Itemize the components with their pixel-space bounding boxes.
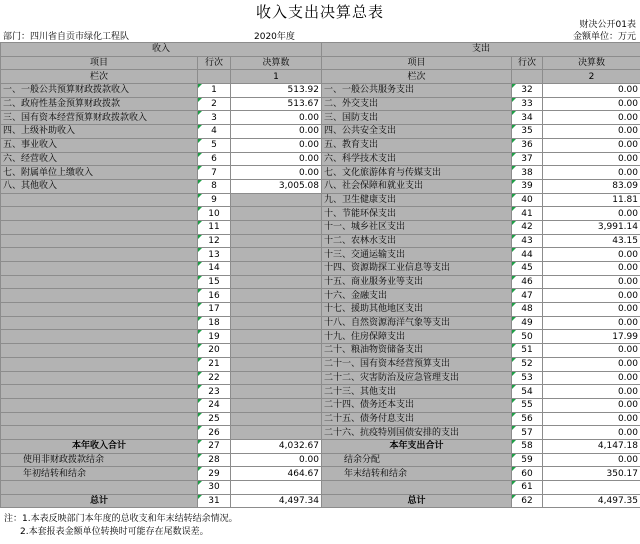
expense-row-number: 38: [512, 166, 543, 180]
income-amount-cell: [231, 344, 322, 358]
expense-row-number: 49: [512, 316, 543, 330]
expense-row-number: 48: [512, 303, 543, 317]
expense-item-cell: 十二、农林水支出: [322, 234, 512, 248]
expense-item-cell: 十一、城乡社区支出: [322, 220, 512, 234]
income-rowno-header: 行次: [198, 56, 231, 70]
expense-row-number: 62: [512, 494, 543, 508]
income-amount-cell: 3,005.08: [231, 179, 322, 193]
expense-row-number: 52: [512, 357, 543, 371]
income-row-number: 24: [198, 398, 231, 412]
income-row-number: 9: [198, 193, 231, 207]
expense-item-cell: 三、国防支出: [322, 111, 512, 125]
income-row-number: 4: [198, 125, 231, 139]
summary-row: [1, 453, 640, 467]
income-item-cell: 五、事业收入: [1, 138, 198, 152]
expense-item-cell: 二十四、债务还本支出: [322, 398, 512, 412]
expense-item-cell: 二十三、其他支出: [322, 385, 512, 399]
expense-item-cell: 十九、住房保障支出: [322, 330, 512, 344]
table-row: [1, 111, 640, 125]
income-summary-amount: 0.00: [231, 453, 322, 467]
expense-item-cell: 七、文化旅游体育与传媒支出: [322, 166, 512, 180]
expense-item-cell: 十四、资源勘探工业信息等支出: [322, 262, 512, 276]
table-row: [1, 357, 640, 371]
expense-summary-amount: 4,497.35: [543, 494, 640, 508]
expense-item-cell: 十三、交通运输支出: [322, 248, 512, 262]
expense-row-number: 57: [512, 426, 543, 440]
expense-amount-header: 决算数: [543, 56, 640, 70]
expense-row-number: 58: [512, 439, 543, 453]
income-row-number: 10: [198, 207, 231, 221]
income-row-number: 22: [198, 371, 231, 385]
income-item-cell: [1, 275, 198, 289]
income-item-cell: [1, 412, 198, 426]
expense-item-cell: 一、一般公共服务支出: [322, 84, 512, 98]
income-amount-cell: 0.00: [231, 138, 322, 152]
expense-amount-cell: 0.00: [543, 289, 640, 303]
expense-row-number: 59: [512, 453, 543, 467]
expense-row-number: 50: [512, 330, 543, 344]
income-item-cell: [1, 262, 198, 276]
income-amount-header: 决算数: [231, 56, 322, 70]
expense-amount-cell: 3,991.14: [543, 220, 640, 234]
income-item-cell: [1, 344, 198, 358]
income-item-cell: [1, 303, 198, 317]
table-row: [1, 234, 640, 248]
report-year: 2020年度: [254, 32, 295, 42]
expense-item-cell: 二十六、抗疫特别国债安排的支出: [322, 426, 512, 440]
income-section-header: 收入: [1, 43, 322, 57]
income-row-number: 11: [198, 220, 231, 234]
expense-row-number: 43: [512, 234, 543, 248]
section-header-row: [1, 43, 640, 57]
table-row: [1, 398, 640, 412]
income-summary-label: 年初结转和结余: [1, 467, 198, 481]
expense-row-number: 45: [512, 262, 543, 276]
income-item-cell: [1, 193, 198, 207]
income-row-number: 28: [198, 453, 231, 467]
table-row: [1, 179, 640, 193]
table-row: [1, 138, 640, 152]
income-item-cell: [1, 234, 198, 248]
income-row-number: 27: [198, 439, 231, 453]
income-row-number: 13: [198, 248, 231, 262]
income-item-cell: [1, 426, 198, 440]
income-item-cell: 四、上级补助收入: [1, 125, 198, 139]
expense-column-blank: [512, 70, 543, 84]
expense-row-number: 41: [512, 207, 543, 221]
table-row: [1, 125, 640, 139]
expense-amount-cell: 83.09: [543, 179, 640, 193]
income-item-cell: 二、政府性基金预算财政拨款: [1, 97, 198, 111]
expense-summary-amount: 350.17: [543, 467, 640, 481]
column-index-row: [1, 70, 640, 84]
expense-item-cell: 二十、粮油物资储备支出: [322, 344, 512, 358]
expense-summary-amount: [543, 481, 640, 495]
expense-column-label: 栏次: [322, 70, 512, 84]
income-column-blank: [198, 70, 231, 84]
footnote-2: 2.本套报表金额单位转换时可能存在尾数误差。: [20, 527, 209, 537]
expense-amount-cell: 0.00: [543, 166, 640, 180]
income-row-number: 14: [198, 262, 231, 276]
income-amount-cell: [231, 398, 322, 412]
column-header-row: [1, 56, 640, 70]
expense-amount-cell: 0.00: [543, 303, 640, 317]
expense-amount-cell: 0.00: [543, 398, 640, 412]
table-row: [1, 166, 640, 180]
expense-row-number: 46: [512, 275, 543, 289]
expense-amount-cell: 0.00: [543, 275, 640, 289]
income-row-number: 19: [198, 330, 231, 344]
table-row: [1, 262, 640, 276]
income-amount-cell: 0.00: [231, 152, 322, 166]
expense-item-cell: 十七、援助其他地区支出: [322, 303, 512, 317]
expense-amount-cell: 0.00: [543, 125, 640, 139]
expense-item-cell: 二十五、债务付息支出: [322, 412, 512, 426]
expense-summary-label: 结余分配: [322, 453, 512, 467]
expense-amount-cell: 11.81: [543, 193, 640, 207]
expense-row-number: 36: [512, 138, 543, 152]
income-item-cell: 七、附属单位上缴收入: [1, 166, 198, 180]
income-summary-amount: 4,497.34: [231, 494, 322, 508]
income-amount-cell: 0.00: [231, 111, 322, 125]
income-amount-cell: [231, 316, 322, 330]
income-row-number: 16: [198, 289, 231, 303]
table-row: [1, 330, 640, 344]
expense-item-cell: 十八、自然资源海洋气象等支出: [322, 316, 512, 330]
expense-summary-label: 年末结转和结余: [322, 467, 512, 481]
income-item-cell: [1, 385, 198, 399]
footnote-1: 注：1.本表反映部门本年度的总收支和年末结转结余情况。: [4, 514, 238, 524]
table-row: [1, 207, 640, 221]
income-item-cell: [1, 316, 198, 330]
income-amount-cell: [231, 303, 322, 317]
income-summary-label: [1, 481, 198, 495]
income-row-number: 6: [198, 152, 231, 166]
expense-row-number: 37: [512, 152, 543, 166]
expense-item-cell: 六、科学技术支出: [322, 152, 512, 166]
income-amount-cell: 0.00: [231, 125, 322, 139]
income-column-label: 栏次: [1, 70, 198, 84]
income-item-cell: [1, 330, 198, 344]
summary-row: [1, 467, 640, 481]
expense-item-cell: 八、社会保障和就业支出: [322, 179, 512, 193]
income-summary-amount: [231, 481, 322, 495]
expense-amount-cell: 0.00: [543, 111, 640, 125]
expense-rowno-header: 行次: [512, 56, 543, 70]
expense-column-index: 2: [543, 70, 640, 84]
expense-row-number: 51: [512, 344, 543, 358]
expense-row-number: 54: [512, 385, 543, 399]
income-amount-cell: [231, 412, 322, 426]
income-row-number: 3: [198, 111, 231, 125]
department-label: 部门：四川省自贡市绿化工程队: [3, 32, 130, 42]
table-row: [1, 303, 640, 317]
income-item-cell: [1, 357, 198, 371]
income-amount-cell: [231, 262, 322, 276]
income-row-number: 25: [198, 412, 231, 426]
income-amount-cell: 0.00: [231, 166, 322, 180]
expense-amount-cell: 0.00: [543, 344, 640, 358]
income-amount-cell: [231, 193, 322, 207]
expense-amount-cell: 43.15: [543, 234, 640, 248]
expense-row-number: 47: [512, 289, 543, 303]
expense-amount-cell: 0.00: [543, 412, 640, 426]
income-item-cell: [1, 398, 198, 412]
income-amount-cell: [231, 220, 322, 234]
table-row: [1, 97, 640, 111]
income-amount-cell: [231, 330, 322, 344]
income-amount-cell: [231, 426, 322, 440]
income-row-number: 23: [198, 385, 231, 399]
income-summary-label: 本年收入合计: [1, 439, 198, 453]
table-row: [1, 344, 640, 358]
summary-row: [1, 494, 640, 508]
expense-amount-cell: 0.00: [543, 248, 640, 262]
expense-amount-cell: 0.00: [543, 316, 640, 330]
income-row-number: 12: [198, 234, 231, 248]
income-amount-cell: 513.92: [231, 84, 322, 98]
income-amount-cell: [231, 357, 322, 371]
form-code: 财决公开01表: [579, 20, 636, 30]
expense-row-number: 32: [512, 84, 543, 98]
income-row-number: 1: [198, 84, 231, 98]
summary-row: [1, 439, 640, 453]
income-summary-label: 使用非财政拨款结余: [1, 453, 198, 467]
income-row-number: 2: [198, 97, 231, 111]
income-summary-amount: 4,032.67: [231, 439, 322, 453]
expense-row-number: 61: [512, 481, 543, 495]
table-row: [1, 385, 640, 399]
expense-row-number: 40: [512, 193, 543, 207]
table-row: [1, 275, 640, 289]
expense-row-number: 60: [512, 467, 543, 481]
expense-item-cell: 十六、金融支出: [322, 289, 512, 303]
income-row-number: 17: [198, 303, 231, 317]
income-amount-cell: [231, 275, 322, 289]
income-amount-cell: [231, 234, 322, 248]
income-row-number: 21: [198, 357, 231, 371]
income-item-cell: [1, 220, 198, 234]
table-row: [1, 193, 640, 207]
expense-row-number: 39: [512, 179, 543, 193]
expense-item-cell: 二十一、国有资本经营预算支出: [322, 357, 512, 371]
income-item-cell: 八、其他收入: [1, 179, 198, 193]
income-item-cell: 三、国有资本经营预算财政拨款收入: [1, 111, 198, 125]
table-row: [1, 371, 640, 385]
table-row: [1, 412, 640, 426]
income-amount-cell: [231, 289, 322, 303]
expense-amount-cell: 0.00: [543, 84, 640, 98]
expense-item-cell: 九、卫生健康支出: [322, 193, 512, 207]
expense-amount-cell: 0.00: [543, 371, 640, 385]
expense-item-cell: 十、节能环保支出: [322, 207, 512, 221]
table-row: [1, 316, 640, 330]
expense-item-cell: 二十二、灾害防治及应急管理支出: [322, 371, 512, 385]
table-row: [1, 289, 640, 303]
expense-row-number: 53: [512, 371, 543, 385]
expense-row-number: 35: [512, 125, 543, 139]
expense-item-header: 项目: [322, 56, 512, 70]
report-title: 收入支出决算总表: [255, 3, 384, 21]
table-row: [1, 152, 640, 166]
expense-row-number: 34: [512, 111, 543, 125]
expense-row-number: 33: [512, 97, 543, 111]
income-row-number: 18: [198, 316, 231, 330]
income-amount-cell: [231, 371, 322, 385]
expense-item-cell: 二、外交支出: [322, 97, 512, 111]
expense-row-number: 44: [512, 248, 543, 262]
expense-summary-label: 本年支出合计: [322, 439, 512, 453]
income-summary-label: 总计: [1, 494, 198, 508]
expense-item-cell: 四、公共安全支出: [322, 125, 512, 139]
income-item-header: 项目: [1, 56, 198, 70]
income-expense-table: [0, 42, 640, 508]
income-item-cell: [1, 371, 198, 385]
income-row-number: 26: [198, 426, 231, 440]
income-row-number: 8: [198, 179, 231, 193]
expense-amount-cell: 0.00: [543, 138, 640, 152]
expense-item-cell: 五、教育支出: [322, 138, 512, 152]
expense-summary-label: [322, 481, 512, 495]
expense-amount-cell: 17.99: [543, 330, 640, 344]
income-item-cell: 一、一般公共预算财政拨款收入: [1, 84, 198, 98]
expense-amount-cell: 0.00: [543, 152, 640, 166]
footnotes: [4, 513, 238, 539]
income-amount-cell: [231, 248, 322, 262]
expense-summary-label: 总计: [322, 494, 512, 508]
income-item-cell: [1, 207, 198, 221]
expense-amount-cell: 0.00: [543, 357, 640, 371]
expense-row-number: 55: [512, 398, 543, 412]
income-item-cell: [1, 289, 198, 303]
income-amount-cell: [231, 207, 322, 221]
expense-row-number: 42: [512, 220, 543, 234]
income-amount-cell: [231, 385, 322, 399]
income-row-number: 29: [198, 467, 231, 481]
summary-row: [1, 481, 640, 495]
expense-amount-cell: 0.00: [543, 426, 640, 440]
expense-summary-amount: 0.00: [543, 453, 640, 467]
income-row-number: 7: [198, 166, 231, 180]
table-row: [1, 84, 640, 98]
amount-unit: 金额单位：万元: [572, 32, 636, 42]
income-row-number: 31: [198, 494, 231, 508]
income-row-number: 5: [198, 138, 231, 152]
income-column-index: 1: [231, 70, 322, 84]
income-item-cell: 六、经营收入: [1, 152, 198, 166]
income-row-number: 30: [198, 481, 231, 495]
expense-section-header: 支出: [322, 43, 640, 57]
income-row-number: 15: [198, 275, 231, 289]
table-row: [1, 426, 640, 440]
income-summary-amount: 464.67: [231, 467, 322, 481]
expense-item-cell: 十五、商业服务业等支出: [322, 275, 512, 289]
income-item-cell: [1, 248, 198, 262]
expense-amount-cell: 0.00: [543, 97, 640, 111]
expense-summary-amount: 4,147.18: [543, 439, 640, 453]
table-row: [1, 220, 640, 234]
table-row: [1, 248, 640, 262]
expense-amount-cell: 0.00: [543, 262, 640, 276]
expense-amount-cell: 0.00: [543, 207, 640, 221]
expense-amount-cell: 0.00: [543, 385, 640, 399]
income-row-number: 20: [198, 344, 231, 358]
income-amount-cell: 513.67: [231, 97, 322, 111]
expense-row-number: 56: [512, 412, 543, 426]
